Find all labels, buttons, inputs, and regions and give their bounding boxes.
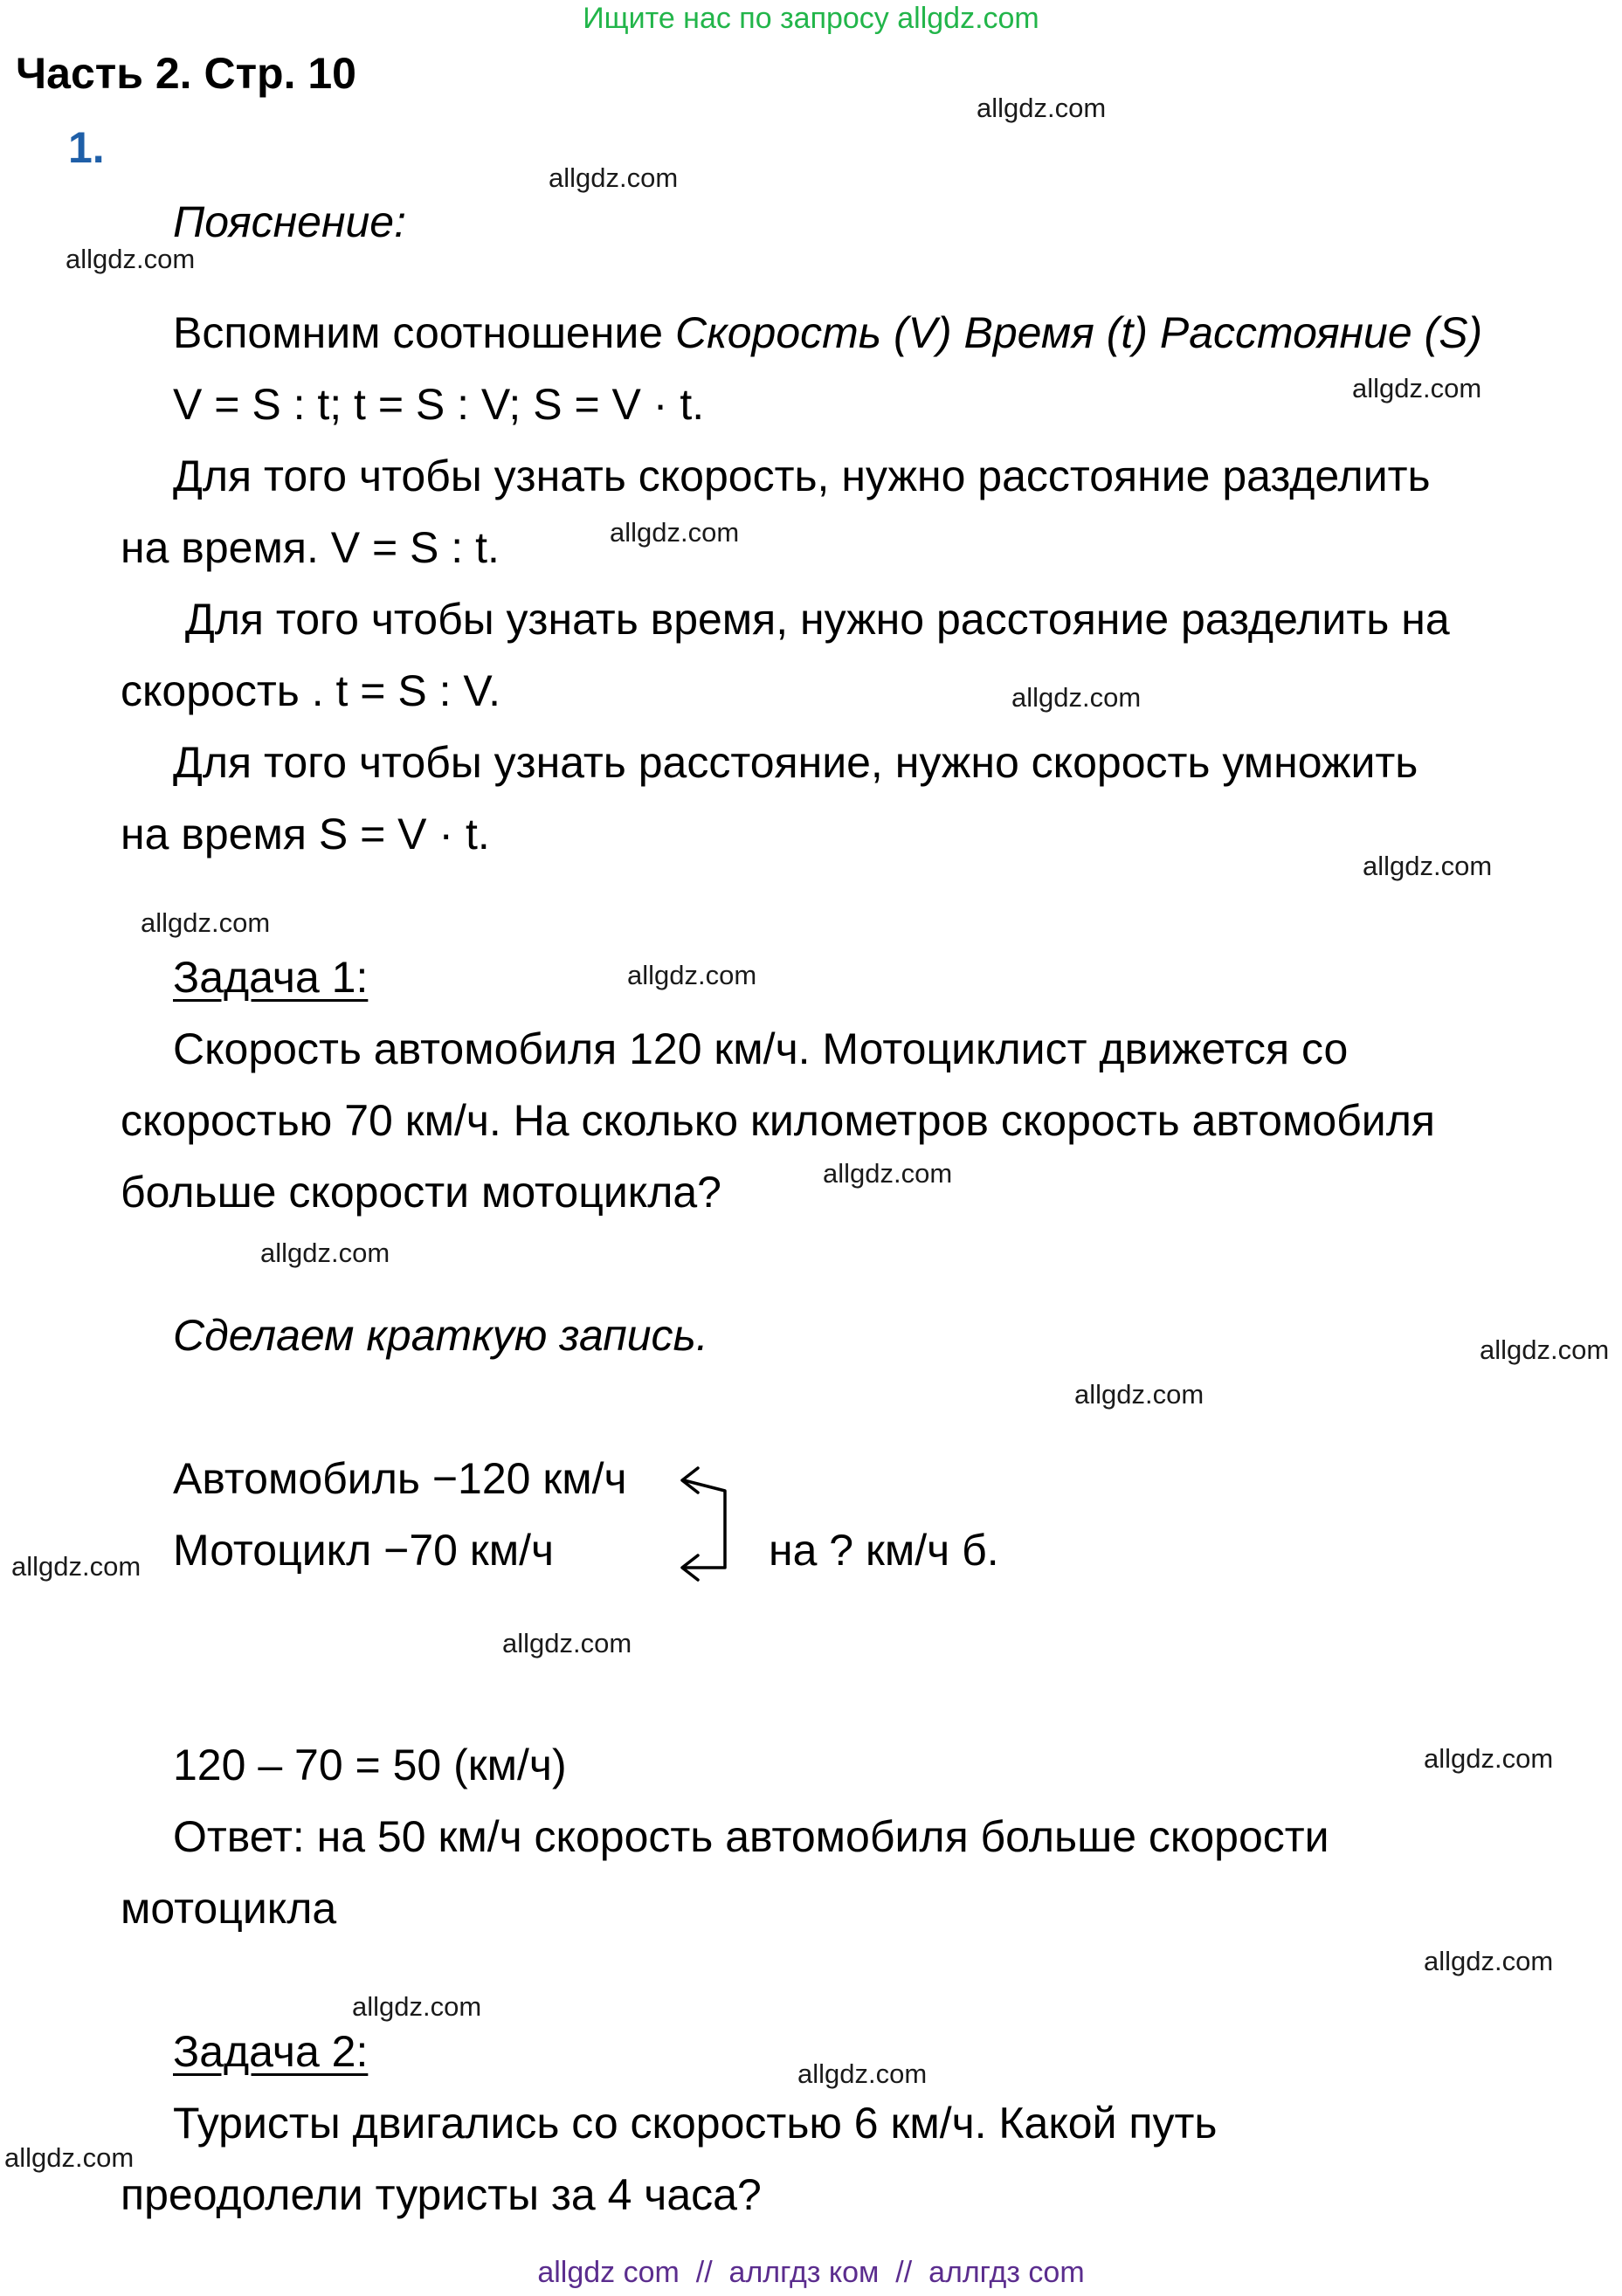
intro-relation: Скорость (V) Время (t) Расстояние (S) (674, 308, 1483, 357)
task1-text-line2: скоростью 70 км/ч. На сколько километров скорость автомобиля (121, 1096, 1435, 1145)
time-rule-line2: скорость . t = S : V. (121, 666, 501, 715)
record-moto: Мотоцикл −70 км/ч (173, 1526, 555, 1575)
watermark: allgdz.com (610, 517, 740, 548)
footer-links[interactable]: allgdz com // аллгдз ком // аллгдз com (537, 2256, 1085, 2289)
task1-note: Сделаем краткую запись. (173, 1311, 708, 1360)
task1-answer-line1: Ответ: на 50 км/ч скорость автомобиля больше скорости (173, 1812, 1329, 1861)
watermark: allgdz.com (549, 162, 679, 193)
watermark: allgdz.com (4, 2142, 135, 2173)
watermark: allgdz.com (1011, 682, 1142, 713)
watermark: allgdz.com (1424, 1743, 1554, 1774)
speed-rule-line2: на время. V = S : t. (121, 523, 500, 572)
explanation-formulas: V = S : t; t = S : V; S = V · t. (173, 380, 705, 429)
record-question: на ? км/ч б. (769, 1526, 999, 1575)
distance-rule-line2: на время S = V · t. (121, 810, 490, 858)
watermark: allgdz.com (352, 1991, 482, 2022)
watermark: allgdz.com (502, 1628, 632, 1658)
task1-text-line3: больше скорости мотоцикла? (121, 1168, 721, 1217)
task2-text-line2: преодолели туристы за 4 часа? (121, 2170, 762, 2219)
time-rule-line1: Для того чтобы узнать время, нужно расстояние разделить на (173, 595, 1450, 644)
page-title: Часть 2. Стр. 10 (16, 49, 356, 98)
explanation-intro (173, 297, 1482, 369)
speed-rule-line1: Для того чтобы узнать скорость, нужно расстояние разделить (173, 452, 1431, 500)
explanation-heading: Пояснение: (173, 197, 406, 246)
watermark: allgdz.com (1480, 1334, 1610, 1365)
watermark: allgdz.com (1363, 851, 1493, 881)
watermark: allgdz.com (66, 244, 196, 274)
distance-rule-line1: Для того чтобы узнать расстояние, нужно скорость умножить (173, 738, 1418, 787)
watermark: allgdz.com (1424, 1946, 1554, 1976)
task1-heading: Задача 1: (173, 953, 369, 1002)
watermark: allgdz.com (797, 2058, 928, 2089)
comparison-bracket-icon (677, 1454, 738, 1585)
exercise-number: 1. (68, 123, 105, 172)
watermark: allgdz.com (1074, 1379, 1204, 1410)
task1-text-line1: Скорость автомобиля 120 км/ч. Мотоциклист движется со (173, 1024, 1349, 1073)
watermark: allgdz.com (141, 907, 271, 938)
top-banner[interactable]: Ищите нас по запросу allgdz.com (583, 2, 1039, 35)
task1-answer-line2: мотоцикла (121, 1884, 337, 1933)
watermark: allgdz.com (1352, 373, 1482, 403)
watermark: allgdz.com (260, 1238, 390, 1268)
watermark: allgdz.com (11, 1551, 141, 1582)
watermark: allgdz.com (627, 960, 757, 990)
record-car: Автомобиль −120 км/ч (173, 1454, 627, 1503)
task2-text-line1: Туристы двигались со скоростью 6 км/ч. Какой путь (173, 2099, 1218, 2148)
intro-prefix: Вспомним соотношение (173, 308, 675, 357)
watermark: allgdz.com (977, 93, 1107, 123)
task1-solution: 120 – 70 = 50 (км/ч) (173, 1741, 567, 1789)
task2-heading: Задача 2: (173, 2027, 369, 2076)
watermark: allgdz.com (823, 1158, 953, 1189)
